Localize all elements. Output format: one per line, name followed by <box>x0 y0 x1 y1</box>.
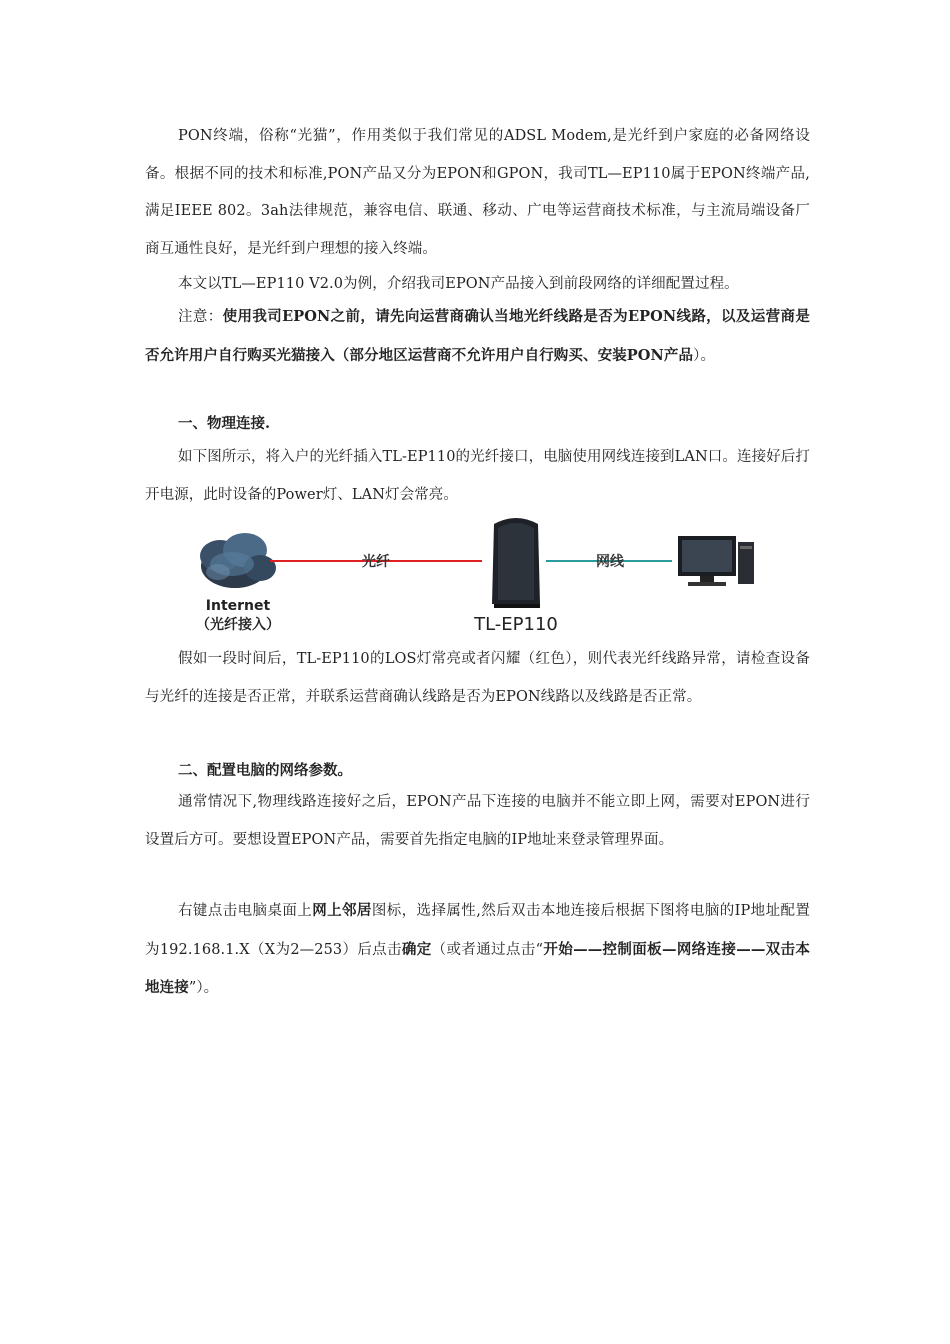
internet-sublabel: （光纤接入） <box>196 617 280 633</box>
config-paragraph: 通常情况下,物理线路连接好之后，EPON产品下连接的电脑并不能立即上网，需要对EPON进行设置后方可。要想设置EPON产品，需要首先指定电脑的IP地址来登录管理界面。 <box>145 794 810 848</box>
connection-paragraph: 如下图所示，将入户的光纤插入TL-EP110的光纤接口，电脑使用网线连接到LAN口。连接好后打开电源，此时设备的Power灯、LAN灯会常亮。 <box>145 449 810 503</box>
device-label: TL-EP110 <box>474 614 558 635</box>
ip-text-2: 图标，选择属性,然后双击本地连接后根据下图将电脑的IP地址配置为192.168.1.X（X为2—253）后点击 <box>145 903 810 958</box>
internet-label: Internet <box>205 598 271 614</box>
ip-text-3: （或者通过点击“ <box>431 941 544 958</box>
ip-setup-paragraph <box>145 892 810 1008</box>
ip-text-1: 右键点击电脑桌面上 <box>178 903 313 919</box>
tl-ep110-device-icon <box>492 518 540 608</box>
ip-bold-path: 开始——控制面板—网络连接——双击本地连接 <box>145 940 810 997</box>
intro-paragraph: PON终端，俗称“光猫”，作用类似于我们常见的ADSL Modem,是光纤到户家庭的必备网络设备。根据不同的技术和标准,PON产品又分为EPON和GPON，我司TL—EP110属于EPON终端产品,满足IEEE 802。3ah法律规范，兼容电信、联通、移动、广电等运营商技术标准，与主流局端设备厂商互通性良好，是光纤到户理想的接入终端。 <box>145 128 810 257</box>
note-bold-text: 使用我司EPON之前，请先向运营商确认当地光纤线路是否为EPON线路，以及运营商是否允许用户自行购买光猫接入（部分地区运营商不允许用户自行购买、安装PON产品 <box>145 308 810 364</box>
note-suffix: ）。 <box>693 347 716 364</box>
cable-label: 网线 <box>596 554 624 570</box>
note-paragraph <box>145 298 810 375</box>
ip-bold-network-neighborhood: 网上邻居 <box>312 902 372 919</box>
heading-network-config: 二、配置电脑的网络参数。 <box>178 762 352 779</box>
ip-bold-confirm: 确定 <box>401 940 432 958</box>
ip-text-4: ”）。 <box>188 980 219 997</box>
connection-diagram <box>190 508 760 643</box>
internet-cloud-icon <box>200 533 276 588</box>
heading-physical-connection: 一、物理连接. <box>178 415 271 432</box>
desktop-computer-icon <box>678 536 754 586</box>
note-prefix: 注意： <box>178 309 223 325</box>
los-paragraph: 假如一段时间后，TL-EP110的LOS灯常亮或者闪耀（红色），则代表光纤线路异常，请检查设备与光纤的连接是否正常，并联系运营商确认线路是否为EPON线路以及线路是否正常。 <box>145 651 810 705</box>
fiber-label: 光纤 <box>362 554 390 570</box>
scope-paragraph: 本文以TL—EP110 V2.0为例，介绍我司EPON产品接入到前段网络的详细配置过程。 <box>178 276 739 292</box>
